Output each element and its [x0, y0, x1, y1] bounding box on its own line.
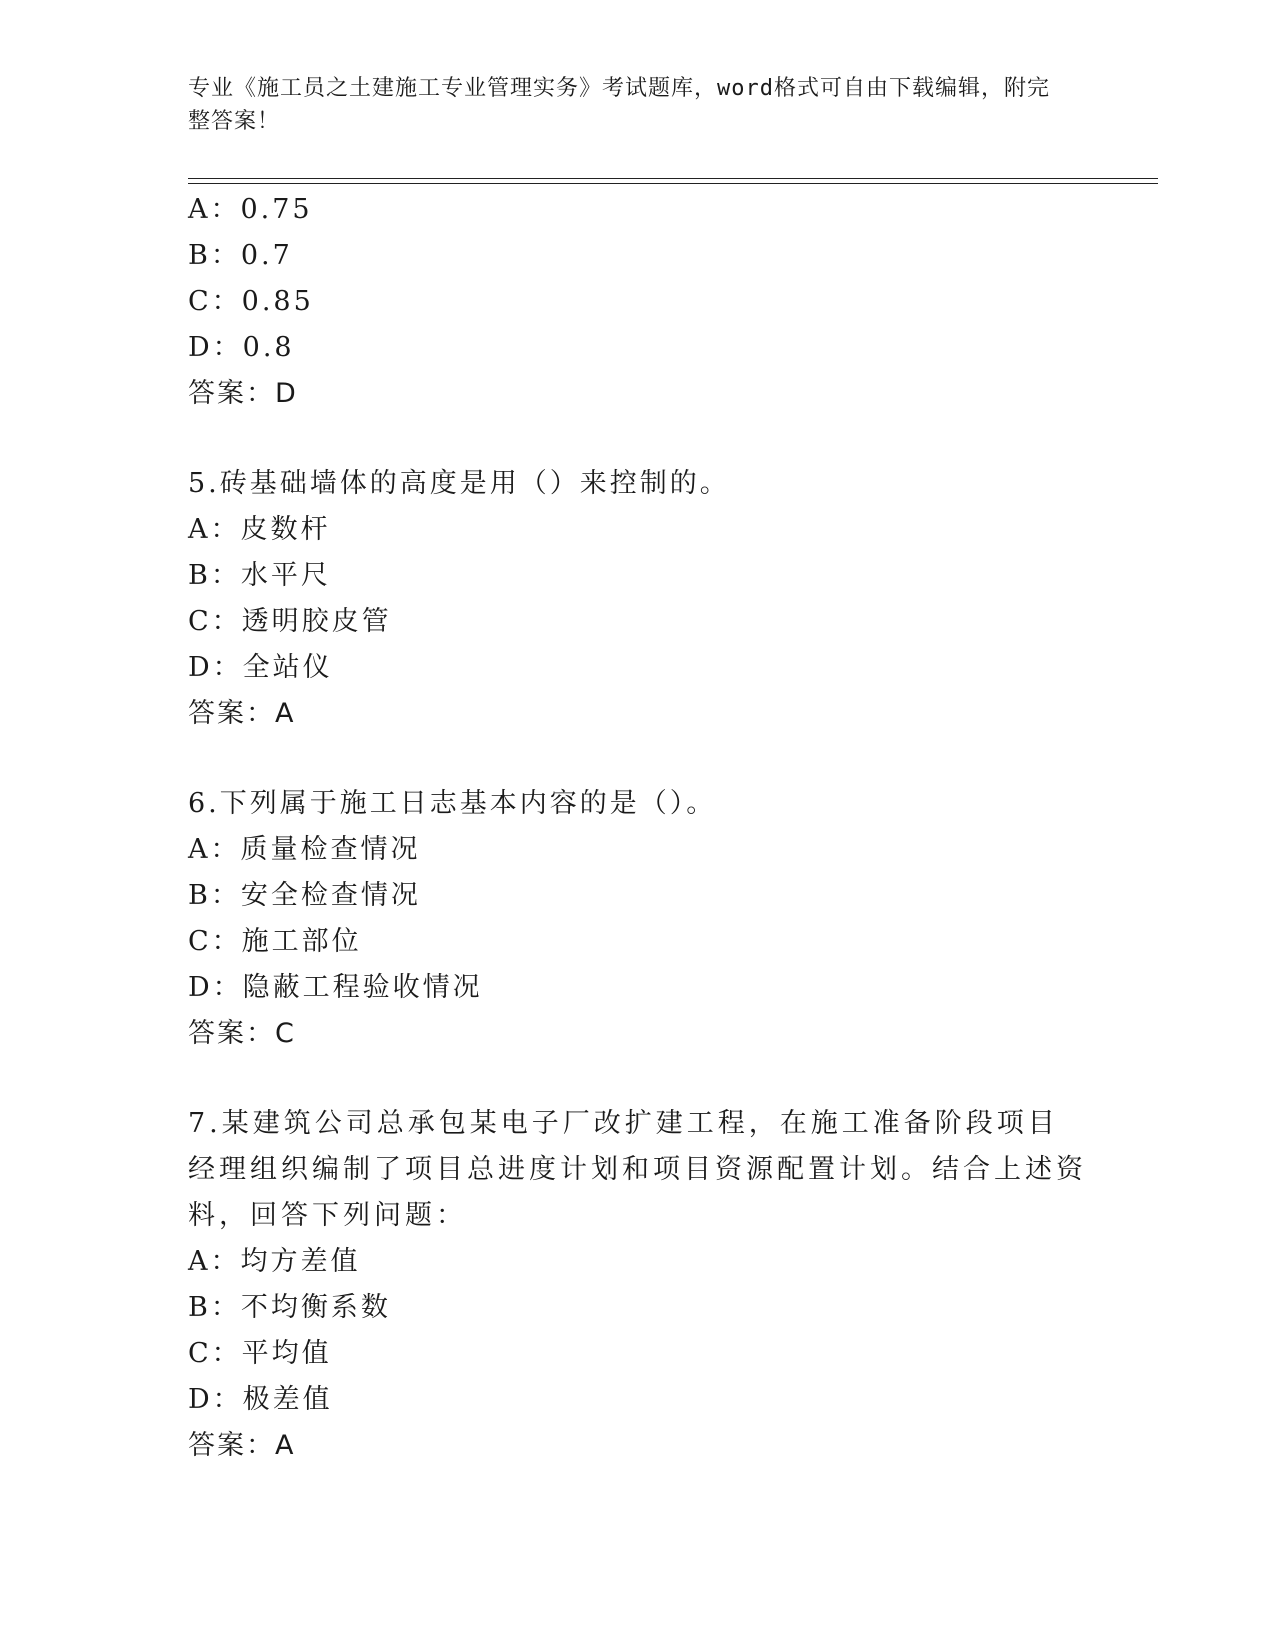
question-block-6 [188, 781, 1088, 1057]
option-b: B：不均衡系数 [188, 1292, 391, 1323]
question-list [188, 187, 1088, 1513]
option-c: C：平均值 [188, 1338, 332, 1369]
option-d: D：0.8 [188, 332, 295, 363]
option-b: B：0.7 [188, 240, 293, 271]
option-d: D：极差值 [188, 1384, 333, 1415]
question-text: 6.下列属于施工日志基本内容的是（）。 [188, 788, 717, 819]
option-a: A：质量检查情况 [188, 834, 421, 865]
option-b: B：水平尺 [188, 560, 331, 591]
option-b: B：安全检查情况 [188, 880, 421, 911]
option-a: A：0.75 [188, 194, 313, 225]
header-divider-bottom [188, 183, 1158, 184]
option-d: D：隐蔽工程验收情况 [188, 972, 483, 1003]
answer-line: 答案：A [188, 698, 296, 729]
option-d: D：全站仪 [188, 652, 333, 683]
answer-line: 答案：D [188, 378, 298, 409]
option-a: A：均方差值 [188, 1246, 361, 1277]
question-block-4 [188, 187, 1088, 417]
question-text: 5.砖基础墙体的高度是用（）来控制的。 [188, 468, 730, 499]
question-block-5 [188, 461, 1088, 737]
option-c: C：0.85 [188, 286, 314, 317]
option-c: C：透明胶皮管 [188, 606, 392, 637]
option-a: A：皮数杆 [188, 514, 331, 545]
option-c: C：施工部位 [188, 926, 362, 957]
answer-line: 答案：C [188, 1018, 296, 1049]
header-divider-top [188, 178, 1158, 179]
answer-line: 答案：A [188, 1430, 296, 1461]
question-text: 7.某建筑公司总承包某电子厂改扩建工程，在施工准备阶段项目经理组织编制了项目总进度计划和项目资源配置计划。结合上述资料，回答下列问题： [188, 1108, 1087, 1231]
document-header: 专业《施工员之土建施工专业管理实务》考试题库，word格式可自由下载编辑，附完整答案！ [188, 76, 1050, 134]
question-block-7 [188, 1101, 1088, 1469]
